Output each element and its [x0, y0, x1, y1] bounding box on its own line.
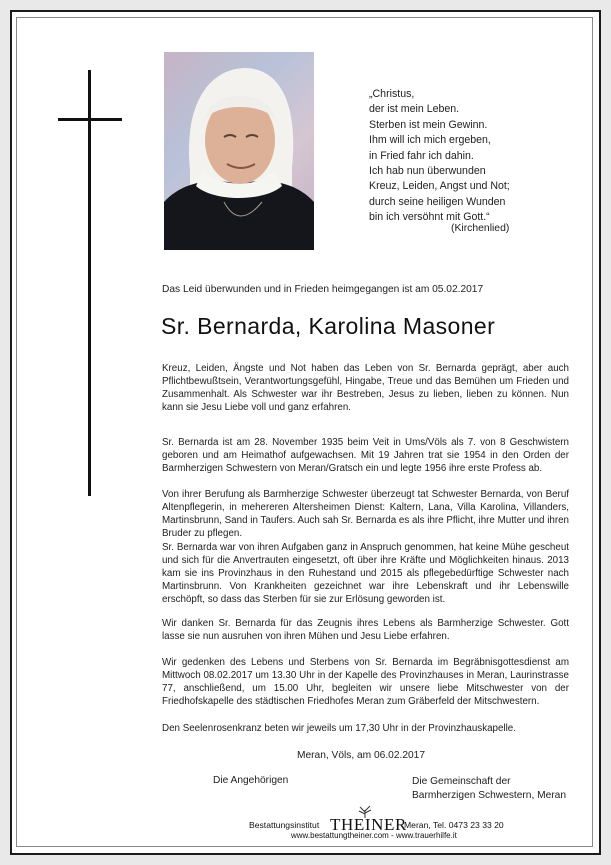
signature-community-line: Die Gemeinschaft der: [412, 776, 511, 787]
poem-line: Ich hab nun überwunden: [369, 165, 486, 178]
deceased-name: Sr. Bernarda, Karolina Masoner: [161, 313, 496, 339]
intro-line: Das Leid überwunden und in Frieden heimgegangen ist am 05.02.2017: [162, 284, 484, 295]
footer-brand: THEINER: [330, 815, 407, 834]
poem-line: in Fried fahr ich dahin.: [369, 149, 474, 162]
paragraph-6: Wir gedenken des Lebens und Sterbens von Sr. Bernarda im Begräbnisgottesdienst am Mittwoch 08.02.2017 um 13.30 Uhr in der Kapelle des Provinzhauses in Meran, Laurinstrasse 77, anschließend, um 15.00 Uhr, begleiten wir unsere liebe Mitschwester von der Friedhofskapelle des städtischen Friedhofes Meran zum Gräberfeld der Mitschwestern.: [162, 657, 569, 707]
footer-web: www.bestattungtheiner.com - www.trauerhilfe.it: [291, 831, 457, 840]
poem-source: (Kirchenlied): [451, 223, 510, 234]
cross-icon: [88, 70, 91, 496]
funeral-home-footer: [0, 799, 611, 849]
paragraph-4: Sr. Bernarda war von ihren Aufgaben ganz in Anspruch genommen, hat keine Mühe gescheut und sich für die Anvertrauten eingesetzt, oft über ihre Kräfte und Möglichkeiten hinaus. 2013 kam sie ins Provinzhaus in den Ruhestand und 2015 als pflegebedürftige Schwester nach Martinsbrunn. Von Krankheiten gezeichnet war ihre Lebenskraft und ihr Lebenswille erschöpft, so dass das Sterben für sie zur Erlösung geworden ist.: [162, 542, 569, 605]
paragraph-1: Kreuz, Leiden, Ängste und Not haben das Leben von Sr. Bernarda geprägt, aber auch Pflichtbewußtsein, Verantwortungsgefühl, Hingabe, Treue und das Bemühen um Frieden und Zusammenhalt. Als Schwester war ihr Bestreben, Jesus zu lieben, lieben zu können. Nun kann sie Jesu Liebe voll und ganz erfahren.: [162, 363, 569, 413]
poem-line: der ist mein Leben.: [369, 103, 460, 116]
footer-contact: Meran, Tel. 0473 23 33 20: [404, 820, 504, 830]
poem-line: Kreuz, Leiden, Angst und Not;: [369, 180, 510, 193]
poem-line: bin ich versöhnt mit Gott.“: [369, 211, 490, 224]
poem-line: Sterben ist mein Gewinn.: [369, 118, 488, 131]
paragraph-7: Den Seelenrosenkranz beten wir jeweils um 17,30 Uhr in der Provinzhauskapelle.: [162, 723, 516, 734]
paragraph-5: Wir danken Sr. Bernarda für das Zeugnis ihres Lebens als Barmherzige Schwester. Gott lasse sie nun ausruhen von ihren Mühen und Jesu Liebe erfahren.: [162, 618, 569, 642]
portrait-photo: [164, 52, 314, 250]
poem: [369, 87, 510, 226]
cross-bar: [58, 118, 122, 121]
place-date: Meran, Völs, am 06.02.2017: [297, 750, 425, 761]
paragraph-2: Sr. Bernarda ist am 28. November 1935 beim Veit in Ums/Völs als 7. von 8 Geschwistern geboren und am Heimathof aufgewachsen. Mit 19 Jahren trat sie 1954 in den Orden der Barmherzigen Schwestern von Meran/Gratsch ein und legte 1956 ihre erste Profess ab.: [162, 437, 569, 474]
poem-line: „Christus,: [369, 88, 415, 100]
paragraph-3: Von ihrer Berufung als Barmherzige Schwester überzeugt tat Schwester Bernarda, von Beruf Altenpflegerin, in mehereren Altersheimen Dienst: Kaltern, Lana, Villa Karolina, Villanders, Martinsbrunn, Sand in Taufers. Auch sah Sr. Bernarda es als ihre Pflicht, ihre Mutter und ihren Bruder zu pflegen.: [162, 489, 569, 539]
footer-label: Bestattungsinstitut: [249, 820, 320, 830]
poem-line: durch seine heiligen Wunden: [369, 195, 506, 208]
signature-community-line: Barmherzigen Schwestern, Meran: [412, 790, 567, 801]
poem-line: Ihm will ich mich ergeben,: [369, 134, 491, 147]
signature-family: Die Angehörigen: [213, 775, 289, 786]
